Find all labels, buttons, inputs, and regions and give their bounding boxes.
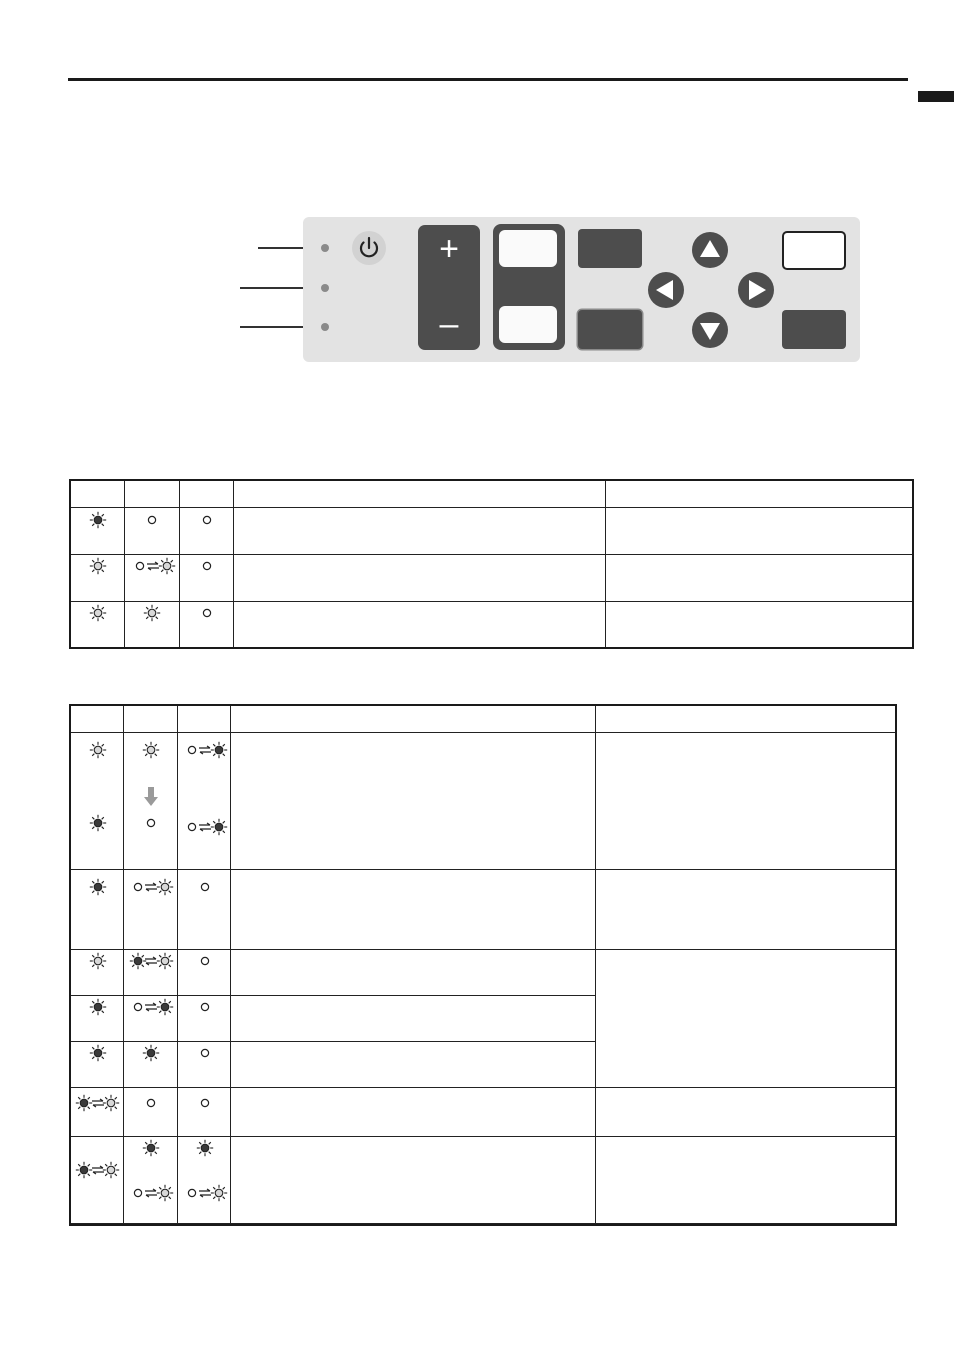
- lamp-off-icon: [198, 511, 216, 529]
- lamp-light-icon: [156, 952, 174, 970]
- lamp-off-icon: [196, 998, 214, 1016]
- input-up-button[interactable]: [499, 230, 557, 267]
- table-header-row: [71, 481, 914, 508]
- lamp-off-icon: [196, 1094, 214, 1112]
- lamp-dark-icon: [89, 998, 107, 1016]
- table-header-row: [71, 706, 897, 733]
- lamp-off-icon: [196, 878, 214, 896]
- volume-minus-button[interactable]: –: [439, 305, 459, 343]
- column-header: [596, 706, 897, 733]
- lamp-dark-icon: [156, 998, 174, 1016]
- input-down-button[interactable]: [499, 306, 557, 343]
- lamp-light-icon: [210, 1184, 228, 1202]
- lamp-light-icon: [89, 604, 107, 622]
- status-note: [606, 602, 914, 649]
- menu-button[interactable]: [578, 229, 642, 268]
- status-note: [596, 1137, 897, 1224]
- status-note: [596, 733, 897, 870]
- lamp-off-icon: [198, 604, 216, 622]
- status-note: [596, 950, 897, 1088]
- lamp-light-icon: [102, 1094, 120, 1112]
- power-button[interactable]: [352, 231, 386, 265]
- status-description: [231, 950, 596, 996]
- volume-plus-button[interactable]: +: [439, 230, 459, 268]
- lamp-off-icon: [196, 952, 214, 970]
- status-description: [231, 996, 596, 1042]
- table-row: [71, 870, 897, 950]
- lamp-dark-icon: [89, 878, 107, 896]
- lamp-light-icon: [89, 952, 107, 970]
- lamp-dark-icon: [210, 818, 228, 836]
- lamp-off-icon: [143, 511, 161, 529]
- lamp-off-icon: [196, 1044, 214, 1062]
- lamp-light-icon: [143, 604, 161, 622]
- table-row: [71, 602, 914, 649]
- table-row: [71, 555, 914, 602]
- status-description: [231, 733, 596, 870]
- status-note: [606, 508, 914, 555]
- lamp-light-icon: [89, 741, 107, 759]
- status-description: [231, 1088, 596, 1137]
- lamp-off-icon: [198, 557, 216, 575]
- status-description: [231, 870, 596, 950]
- indicator-lamp-middle: [321, 284, 329, 292]
- arrow-down-icon[interactable]: [692, 312, 728, 348]
- back-button[interactable]: [782, 310, 846, 349]
- lamp-dark-icon: [196, 1139, 214, 1157]
- lamp-light-icon: [102, 1161, 120, 1179]
- column-header: [124, 706, 178, 733]
- column-header: [606, 481, 914, 508]
- column-header: [180, 481, 234, 508]
- arrow-up-icon[interactable]: [692, 232, 728, 268]
- section-tab: [918, 91, 954, 102]
- status-description: [231, 1042, 596, 1088]
- table-row: [71, 1137, 897, 1224]
- down-arrow-icon: [143, 787, 159, 807]
- lamp-light-icon: [156, 878, 174, 896]
- status-description: [231, 1137, 596, 1224]
- status-description: [234, 555, 606, 602]
- lamp-dark-icon: [89, 814, 107, 832]
- status-note: [596, 870, 897, 950]
- lamp-light-icon: [156, 1184, 174, 1202]
- lamp-light-icon: [89, 557, 107, 575]
- enter-button[interactable]: [578, 310, 642, 349]
- indicator-table-1: [70, 480, 914, 649]
- input-rocker: [493, 224, 565, 350]
- arrow-right-icon[interactable]: [738, 272, 774, 308]
- top-rule: [68, 78, 908, 81]
- status-note: [606, 555, 914, 602]
- table-row: [71, 950, 897, 996]
- column-header: [71, 706, 124, 733]
- status-description: [234, 508, 606, 555]
- indicator-lamp-top: [321, 244, 329, 252]
- lamp-dark-icon: [89, 1044, 107, 1062]
- lamp-dark-icon: [89, 511, 107, 529]
- table-row: [71, 508, 914, 555]
- indicator-lamp-bottom: [321, 323, 329, 331]
- column-header: [231, 706, 596, 733]
- arrow-left-icon[interactable]: [648, 272, 684, 308]
- column-header: [178, 706, 231, 733]
- lamp-off-icon: [142, 1094, 160, 1112]
- table-row: [71, 733, 897, 870]
- lamp-off-icon: [142, 814, 160, 832]
- lamp-light-icon: [158, 557, 176, 575]
- lamp-dark-icon: [142, 1044, 160, 1062]
- column-header: [71, 481, 125, 508]
- lamp-dark-icon: [210, 741, 228, 759]
- column-header: [125, 481, 180, 508]
- column-header: [234, 481, 606, 508]
- volume-rocker[interactable]: [418, 225, 480, 350]
- indicator-table-2: [70, 705, 897, 1224]
- table-row: [71, 1088, 897, 1137]
- light-button[interactable]: [782, 231, 846, 270]
- lamp-dark-icon: [142, 1139, 160, 1157]
- status-description: [234, 602, 606, 649]
- lamp-light-icon: [142, 741, 160, 759]
- status-note: [596, 1088, 897, 1137]
- power-icon: [352, 231, 386, 265]
